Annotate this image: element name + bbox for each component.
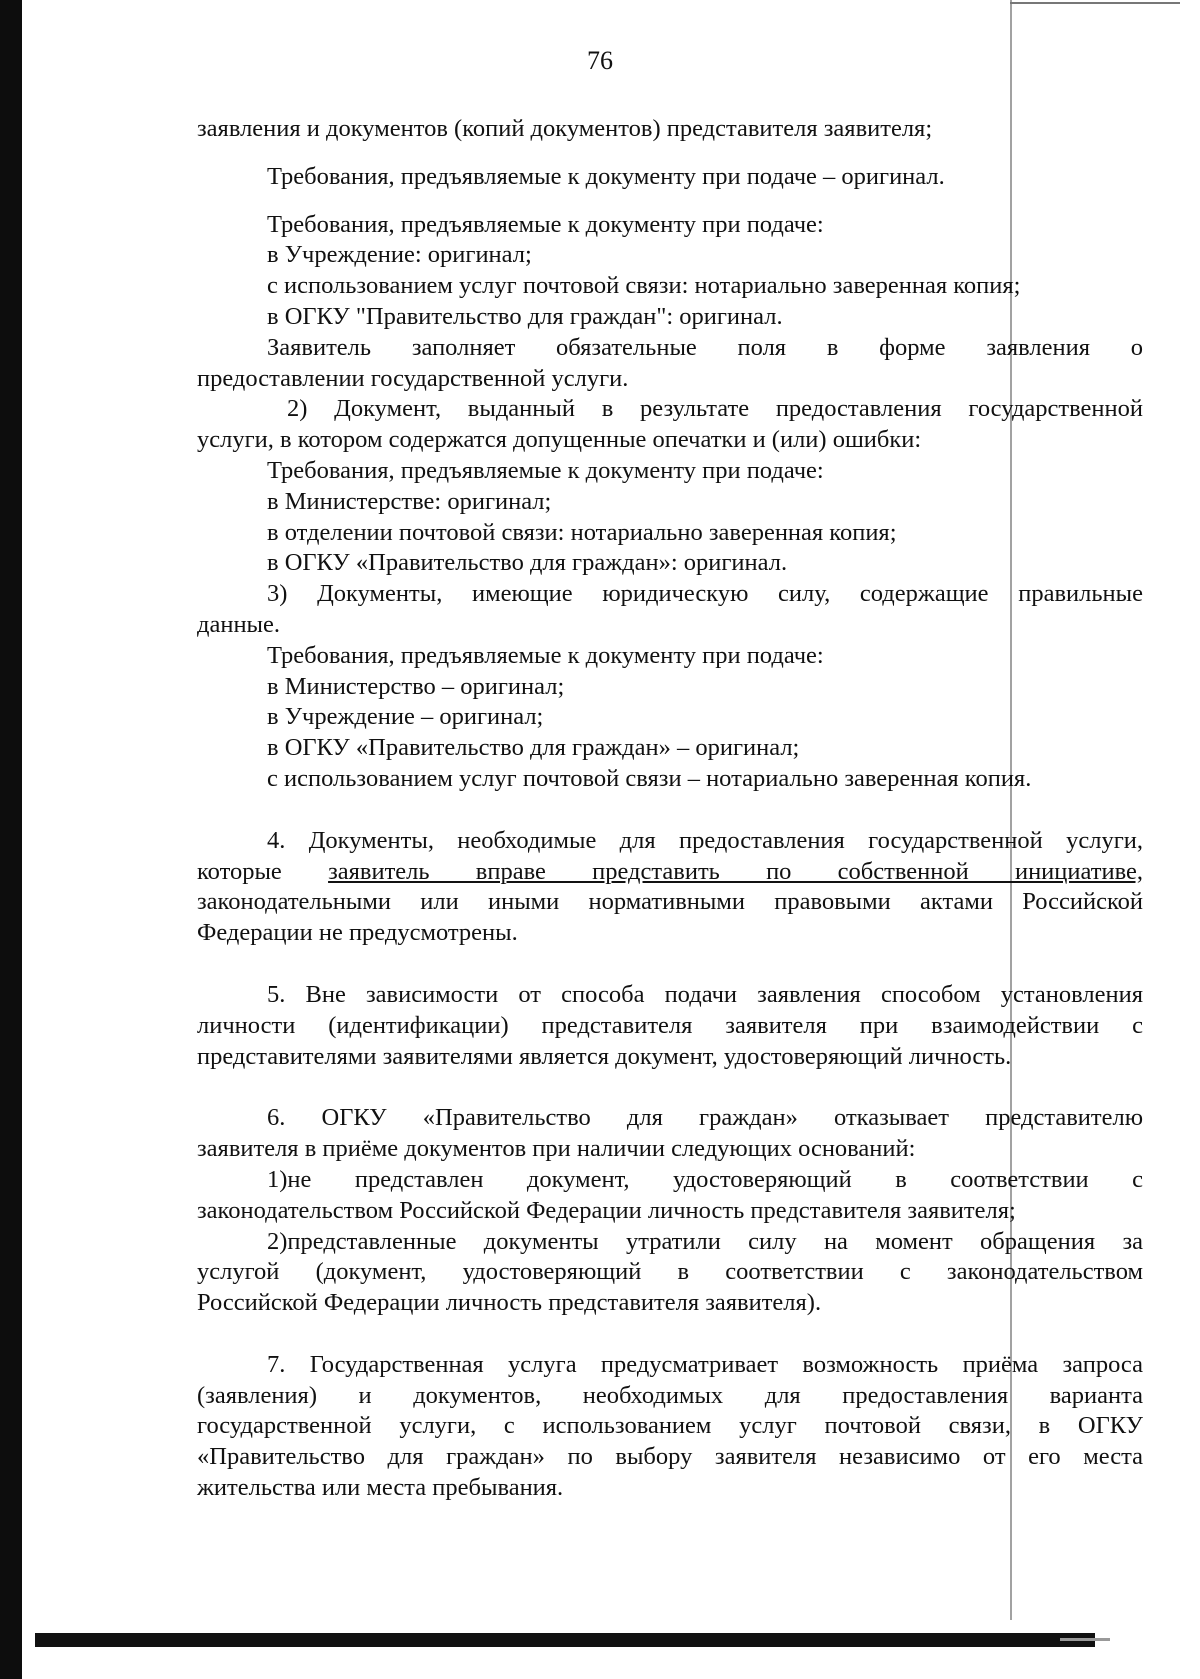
text-line: данные. <box>197 610 281 638</box>
text-line: 3) Документы, имеющие юридическую силу, содержащие правильные <box>267 580 1143 608</box>
text-line: с использованием услуг почтовой связи: нотариально заверенная копия; <box>267 272 1021 300</box>
text-line: в Министерство – оригинал; <box>267 672 565 700</box>
page-number: 76 <box>587 46 613 75</box>
text-line: в ОГКУ «Правительство для граждан» – оригинал; <box>267 734 800 762</box>
text-line: в ОГКУ "Правительство для граждан": оригинал. <box>267 302 783 330</box>
text-line: услуги, в котором содержатся допущенные опечатки и (или) ошибки: <box>197 426 922 454</box>
text-line: 6. ОГКУ «Правительство для граждан» отказывает представителю <box>267 1104 1143 1132</box>
text-line: с использованием услуг почтовой связи – нотариально заверенная копия. <box>267 764 1032 792</box>
text-line: Требования, предъявляемые к документу при подаче: <box>267 210 824 238</box>
text-line: представителями заявителями является документ, удостоверяющий личность. <box>197 1042 1012 1070</box>
text-line: Требования, предъявляемые к документу при подаче: <box>267 456 824 484</box>
text-line: в отделении почтовой связи: нотариально заверенная копия; <box>267 518 897 546</box>
text-line: государственной услуги, с использованием услуг почтовой связи, в ОГКУ <box>197 1412 1143 1440</box>
underlined-text: заявитель вправе представить по собственной инициативе, <box>328 857 1144 885</box>
text-line <box>197 857 1143 888</box>
text-line: законодательством Российской Федерации личность представителя заявителя; <box>197 1196 1016 1224</box>
scan-edge-top <box>1010 2 1180 4</box>
text-line: 4. Документы, необходимые для предоставления государственной услуги, <box>267 826 1143 854</box>
text-line: предоставлении государственной услуги. <box>197 364 629 392</box>
text-line: 5. Вне зависимости от способа подачи заявления способом установления <box>267 980 1143 1008</box>
text-line: в Министерстве: оригинал; <box>267 487 552 515</box>
text-line: 7. Государственная услуга предусматривает возможность приёма запроса <box>267 1350 1143 1378</box>
scan-border-bottom <box>35 1633 1095 1647</box>
text-line: законодательными или иными нормативными правовыми актами Российской <box>197 888 1143 916</box>
text-line: Требования, предъявляемые к документу при подаче – оригинал. <box>267 162 945 190</box>
text-line: 2) Документ, выданный в результате предоставления государственной <box>287 395 1143 423</box>
text-fragment: которые <box>197 857 329 885</box>
text-line: Российской Федерации личность представителя заявителя). <box>197 1289 822 1317</box>
scan-border-left <box>0 0 22 1679</box>
text-line: Федерации не предусмотрены. <box>197 919 518 947</box>
text-line: в ОГКУ «Правительство для граждан»: оригинал. <box>267 549 788 577</box>
text-line: Требования, предъявляемые к документу при подаче: <box>267 641 824 669</box>
text-line: услугой (документ, удостоверяющий в соответствии с законодательством <box>197 1258 1143 1286</box>
document-body <box>197 114 1143 1504</box>
text-line: Заявитель заполняет обязательные поля в форме заявления о <box>267 333 1143 361</box>
text-line: 2)представленные документы утратили силу на момент обращения за <box>267 1227 1143 1255</box>
text-line: «Правительство для граждан» по выбору заявителя независимо от его места <box>197 1443 1143 1471</box>
text-line: заявителя в приёме документов при наличии следующих оснований: <box>197 1135 916 1163</box>
text-line: 1)не представлен документ, удостоверяющий в соответствии с <box>267 1165 1143 1193</box>
text-line: личности (идентификации) представителя заявителя при взаимодействии с <box>197 1011 1143 1039</box>
text-line: заявления и документов (копий документов) представителя заявителя; <box>197 115 933 142</box>
text-line: жительства или места пребывания. <box>197 1474 564 1502</box>
text-line: (заявления) и документов, необходимых для предоставления варианта <box>197 1381 1143 1409</box>
text-line: в Учреждение: оригинал; <box>267 241 532 269</box>
text-line: в Учреждение – оригинал; <box>267 703 544 731</box>
scan-border-bottom-tail <box>1060 1638 1110 1641</box>
